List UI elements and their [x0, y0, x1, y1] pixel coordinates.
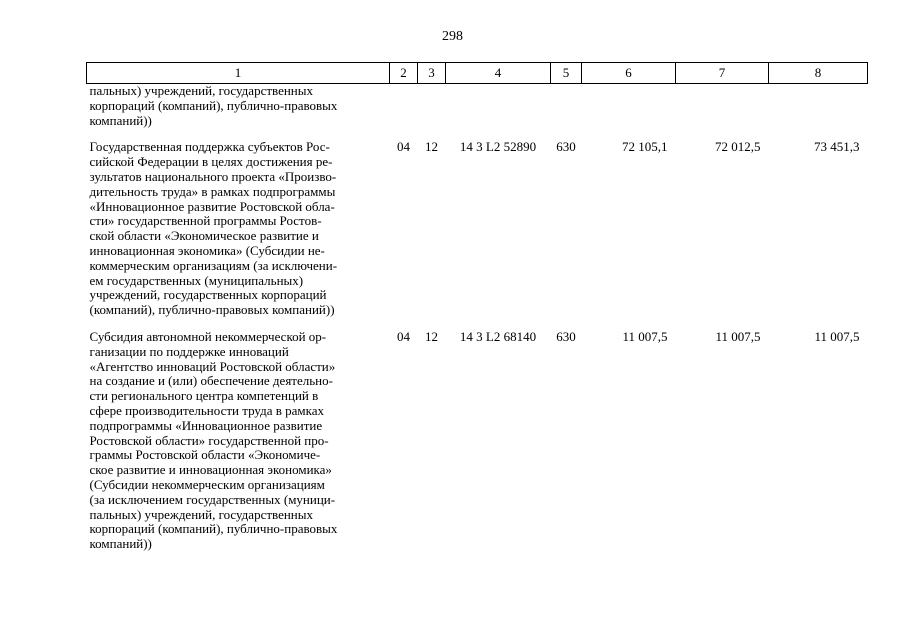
column-header-4: 4 [446, 63, 551, 84]
expense-type-code [551, 84, 582, 135]
section-code: 04 [397, 139, 410, 155]
table-row [87, 134, 868, 324]
row-description: Государственная поддержка субъектов Рос- сийской Федерации в целях достижения ре- зультатов национального проекта «Произво- дительность труда» в рамках подпрограммы «Инновационное развитие Ростовской обла- сти» государственной программы Ростов- ской области «Экономическое развитие и инновационная экономика» (Субсидии не- коммерческим организациям (за исключени- ем государственных (муниципальных) учреждений, государственных корпораций (компаний), публично-правовых компаний)) [89, 139, 338, 318]
amount-col7: 11 007,5 [715, 328, 761, 344]
budget-table [86, 62, 868, 558]
amount-col7 [676, 84, 769, 135]
page-number: 298 [442, 29, 463, 44]
amount-col6: 72 105,1 [622, 139, 668, 155]
expense-type-code: 630 [556, 139, 576, 155]
amount-col8: 73 451,3 [814, 139, 860, 155]
target-article-code: 14 3 L2 68140 [459, 328, 537, 344]
subsection-code: 12 [425, 139, 438, 155]
column-header-2: 2 [390, 63, 418, 84]
subsection-code: 12 [425, 328, 438, 344]
section-code [390, 84, 418, 135]
amount-col8: 11 007,5 [814, 328, 860, 344]
amount-col6: 11 007,5 [622, 328, 668, 344]
table-row [87, 84, 868, 135]
column-header-1: 1 [87, 63, 390, 84]
table-header-row [87, 63, 868, 84]
target-article-code [446, 84, 551, 135]
amount-col7: 72 012,5 [715, 139, 761, 155]
column-header-5: 5 [551, 63, 582, 84]
column-header-6: 6 [582, 63, 676, 84]
row-description: пальных) учреждений, государственных корпораций (компаний), публично-правовых компаний)) [89, 83, 338, 128]
target-article-code: 14 3 L2 52890 [459, 139, 537, 155]
section-code: 04 [397, 328, 410, 344]
expense-type-code: 630 [556, 328, 576, 344]
column-header-3: 3 [418, 63, 446, 84]
amount-col6 [582, 84, 676, 135]
row-description: Субсидия автономной некоммерческой ор- ганизации по поддержке инноваций «Агентство инноваций Ростовской области» на создание и (или) обеспечение деятельно- сти регионального центра компетенций в сфере производительности труда в рамках подпрограммы «Инновационное развитие Ростовской области» государственной про- граммы Ростовской области «Экономиче- ское развитие и инновационная экономика» (Субсидии некоммерческим организациям (за исключением государственных (муници- пальных) учреждений, государственных корпораций (компаний), публично-правовых компаний)) [89, 328, 338, 552]
column-header-8: 8 [769, 63, 868, 84]
table-row [87, 324, 868, 558]
amount-col8 [769, 84, 868, 135]
subsection-code [418, 84, 446, 135]
column-header-7: 7 [676, 63, 769, 84]
